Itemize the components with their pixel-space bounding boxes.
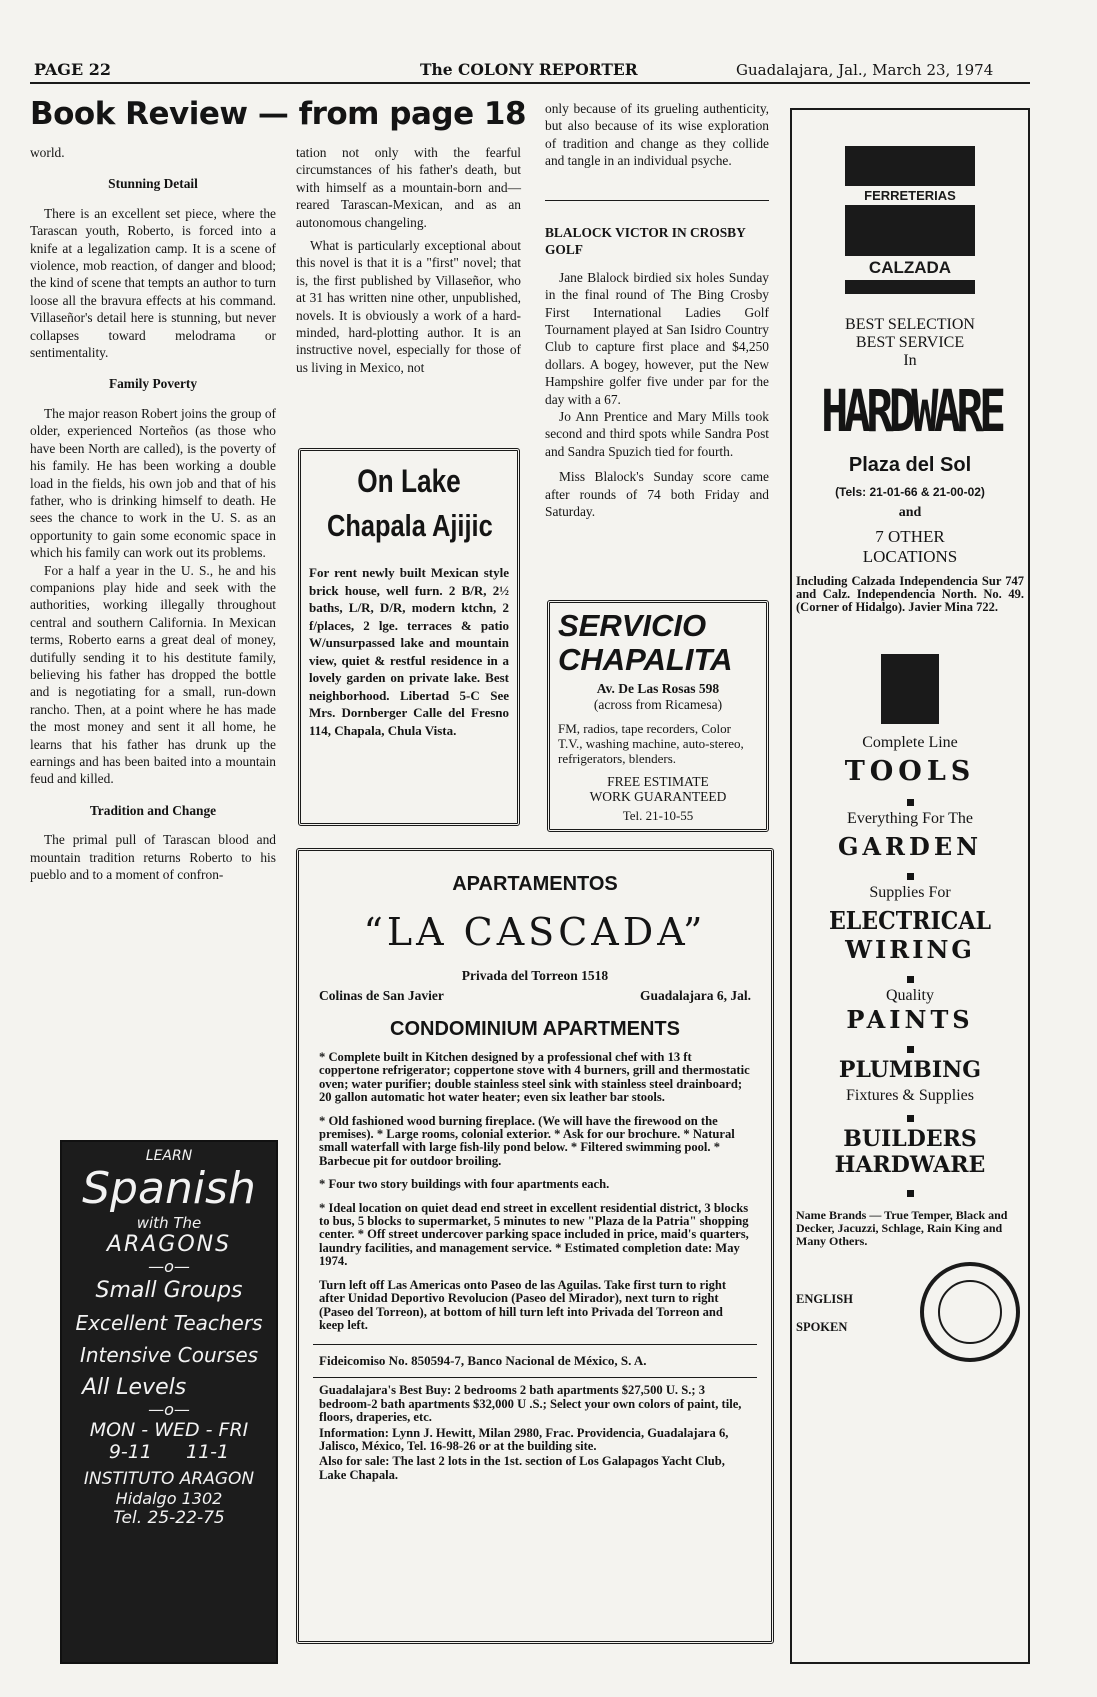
page-number: PAGE 22 [34,60,111,79]
ad-line: —o— [148,1257,190,1276]
ad-feature: * Old fashioned wood burning fireplace. (We will have the firewood on the premises). * Large rooms, colonial exterior. * Ask for our brochure. * Natural small waterfall with large fish-lily pond below. * Filtered swimming pool. * Barbecue pit for outdoor broiling. [319,1113,735,1168]
chapala-rental-ad [298,448,520,826]
ad-english: ENGLISH [796,1292,853,1306]
paper-name: The COLONY REPORTER [420,60,638,79]
golf-story [545,224,769,521]
ad-line: Spanish [82,1163,256,1214]
ad-title: Chapala Ajijic [327,508,493,543]
bullet-icon [907,1115,914,1122]
ad-line: Tel. 25-22-75 [113,1508,225,1528]
ad-feature: * Complete built in Kitchen designed by a professional chef with 13 ft coppertone refrigerator; coppertone stove with 4 burners, grill and thermostatic oven; water purifier; double stainless steel sink with stainless steel drainboard; 20 gallon automatic hot water heater; even six leather bar stools. [319,1050,750,1105]
ad-line: LEARN [145,1148,193,1164]
ad-feature: * Four two story buildings with four apartments each. [319,1177,610,1192]
ad-line: 7 OTHER [875,527,945,546]
ad-name: “LA CASCADA” [363,910,707,954]
ad-including: Including Calzada Independencia Sur 747 and Calz. Independencia North. No. 49. (Corner of Hidalgo). Javier Mina 722. [796,574,1024,614]
ad-spoken: SPOKEN [796,1320,848,1334]
header-rule [30,82,1030,84]
paragraph: The primal pull of Tarascan blood and mountain tradition returns Roberto to his pueblo and to a moment of confron- [30,832,276,883]
seal-icon [920,1262,1020,1362]
ad-line: Excellent Teachers [75,1311,263,1335]
ad-line: Complete Line [862,734,958,751]
ad-body: FM, radios, tape recorders, Color T.V., washing machine, auto-stereo, refrigerators, blenders. [558,721,744,766]
ferreterias-logo-small [881,654,939,724]
ad-address: (across from Ricamesa) [593,697,723,712]
ad-title: SERVICIO [558,608,707,643]
ad-colony: Colinas de San Javier [319,988,444,1003]
ad-line: Plaza del Sol [848,454,972,476]
bullet-icon [907,873,914,880]
servicio-ad [547,600,769,832]
seal-inner-icon [938,1280,1002,1344]
ad-best-buy: Guadalajara's Best Buy: 2 bedrooms 2 bath apartments $27,500 U. S.; 3 bedroom-2 bath apartments $32,000 U .S.; Select your own colors of paint, tile, floors, draperies, etc. [319,1383,742,1425]
ad-line: INSTITUTO ARAGON [83,1469,255,1489]
ad-body: For rent newly built Mexican style brick house, well furn. 2 B/R, 2½ baths, L/R, D/R, modern ktchn, 2 f/places, 2 lge. terraces & patio W/unsurpassed lake and mountain view, quiet & restful residence in a lovely garden on private lake. Best neighborhood. Libertad 5-C See Mrs. Dornberger Calle del Fresno 114, Chapala, Chula Vista. [309,565,509,738]
article-column-2 [296,144,521,376]
col1-lead: world. [30,145,65,160]
ad-fideicomiso: Fideicomiso No. 850594-7, Banco Nacional de México, S. A. [313,1344,757,1378]
ad-line: TOOLS [844,756,976,787]
ad-line: BEST SELECTION [845,316,975,333]
ad-line: and [898,505,922,520]
ad-sale: Also for sale: The last 2 lots in the 1st. section of Los Galapagos Yacht Club, Lake Chapala. [319,1454,725,1482]
bullet-icon [907,1190,914,1197]
ad-pricing [313,1384,757,1482]
ad-line: BUILDERS [843,1126,977,1152]
ad-line: WIRING [845,935,975,964]
ad-brands: Name Brands — True Temper, Black and Decker, Jacuzzi, Schlage, Rain King and Many Others. [796,1208,1008,1248]
ad-subtitle: CONDOMINIUM APARTMENTS [390,1018,680,1040]
la-cascada-ad [296,848,774,1644]
ad-line: PLUMBING [838,1057,982,1083]
ad-line: Fixtures & Supplies [845,1087,974,1104]
subhead-family: Family Poverty [108,376,198,392]
ad-line: Small Groups [95,1278,243,1303]
ad-title: CHAPALITA [558,642,733,677]
ad-line: Intensive Courses [79,1343,259,1367]
ad-line: Quality [886,987,934,1004]
spanish-school-ad [60,1140,278,1664]
logo-top: FERRETERIAS [845,186,975,205]
paragraph: tation not only with the fearful circumstances of his father's death, but with himself as a mountain-born and—reared Tarascan-Mexican, and as an autonomous changeling. [296,145,521,230]
paragraph: There is an excellent set piece, where the Tarascan youth, Roberto, is forced into a knife at a legalization camp. It is a scene of violence, mob reaction, of danger and blood; the kind of scene that tempts an author to turn loose all the bravura effects at his command. Villaseñor's detail here is stunning, but never collapses toward melodrama or sentimentality. [30,205,276,361]
bullet-icon [907,976,914,983]
ad-line: 9-11 11-1 [108,1441,230,1463]
ad-line: Hidalgo 1302 [115,1489,223,1508]
ad-phone: Tel. 21-10-55 [622,808,694,823]
hardware-ad [790,108,1030,1664]
subhead-tradition: Tradition and Change [89,802,217,818]
ad-line: Supplies For [869,884,951,901]
ad-title: On Lake [357,463,461,499]
ad-line: PAINTS [846,1005,974,1034]
ad-city: Guadalajara 6, Jal. [639,988,751,1003]
paragraph: Miss Blalock's Sunday score came after rounds of 74 both Friday and Saturday. [545,469,769,520]
subhead-stunning: Stunning Detail [108,176,198,192]
ad-estimate: FREE ESTIMATE [607,774,709,789]
ad-line: ARAGONS [106,1232,232,1257]
bullet-icon [907,1046,914,1053]
ad-estimate: WORK GUARANTEED [589,789,727,804]
paragraph: For a half a year in the U. S., he and his companions play hide and seek with the authorities, working illegally throughout central and southern California. In Mexican terms, Roberto earns a great deal of money, dutifully sending it to his destitute family, believing his father has dropped the bottle and is negotiating for a small, run-down rancho. Then, at a point where he has made the most money and sent it all home, he learns that his father has drunk up the earnings and has been baited into a mountain feud and killed. [30,562,276,787]
ad-features [313,1051,757,1332]
ad-address: Av. De Las Rosas 598 [596,681,720,696]
paragraph: Jane Blalock birdied six holes Sunday in the final round of The Bing Crosby First International Ladies Golf Tournament played at San Isidro Country Club to capture first place and $4,250 dollars. A bogey, however, put the New Hampshire golfer five under par for the day with a 67. [545,269,769,407]
ad-footer [796,1258,1024,1368]
ad-line: In [903,352,917,369]
paragraph: What is particularly exceptional about this novel is that it is a "first" novel; that is, the first published by Villaseñor, who at 31 has written nine other, unpublished, novels. It is obviously a work of a hard-minded, hard-plotting author. It is an instructive novel, especially for those of us living in Mexico, not [296,238,521,375]
ad-line: —o— [148,1400,190,1419]
ad-directions: Turn left off Las Americas onto Paseo de las Aguilas. Take first turn to right after Unidad Deportivo Revolucion (Paseo del Mirador), next turn to right (Paseo del Torreon), at bottom of hill turn left into Privada del Torreon and keep left. [319,1277,727,1332]
ad-line: All Levels [82,1375,187,1400]
logo-bottom: CALZADA [845,256,975,280]
article-column-3 [545,100,769,170]
divider [545,200,769,201]
article-headline: Book Review — from page 18 [30,96,527,132]
paragraph: only because of its grueling authenticity, but also because of its wise exploration of tradition and change as they collide and tangle in an individual psyche. [545,101,769,169]
ad-line: HARDWARE [834,1152,986,1178]
ad-line: MON - WED - FRI [89,1419,249,1441]
golf-headline: BLALOCK VICTOR IN CROSBY GOLF [545,225,746,258]
ad-line: LOCATIONS [862,547,958,566]
ad-label: APARTAMENTOS [452,873,618,895]
ad-line: ELECTRICAL [828,906,992,935]
bullet-icon [907,799,914,806]
ad-street: Privada del Torreon 1518 [461,968,609,983]
ferreterias-logo [845,146,975,294]
ad-line: Everything For The [847,810,973,827]
ad-line: with The [136,1214,202,1232]
ad-location-row [313,988,757,1008]
paragraph: Jo Ann Prentice and Mary Mills took second and third spots while Sandra Post and Sandra Spuzich tied for fourth. [545,409,769,459]
ad-info: Information: Lynn J. Hewitt, Milan 2980, Frac. Providencia, Guadalajara 6, Jalisco, México, Tel. 16-98-26 or at the building site. [319,1425,729,1453]
ad-line: BEST SERVICE [855,334,965,351]
ad-line: GARDEN [837,832,983,861]
ad-feature: * Ideal location on quiet dead end street in excellent residential district, 3 blocks to bus, 5 blocks to supermarket, 5 minutes to new "Plaza de la Patria" shopping center. * Off street undercover parking space included in price, maid's quarters, laundry facilities, and management service. * Estimated completion date: May 1974. [319,1200,749,1269]
ad-line: (Tels: 21-01-66 & 21-00-02) [835,485,985,499]
dateline: Guadalajara, Jal., March 23, 1974 [736,61,994,79]
ad-hardware-big: HARDWARE [821,377,1002,445]
article-column-1 [30,144,276,883]
paragraph: The major reason Robert joins the group of older, experienced Norteños (as those who have been North are called), is the poverty of his family. He has been working a double load in the fields, his own job and that of his father, who is drinking himself to death. He sees the chance to work in the U. S. as an opportunity to gain some economic space in which his family can work out its problems. [30,405,276,561]
